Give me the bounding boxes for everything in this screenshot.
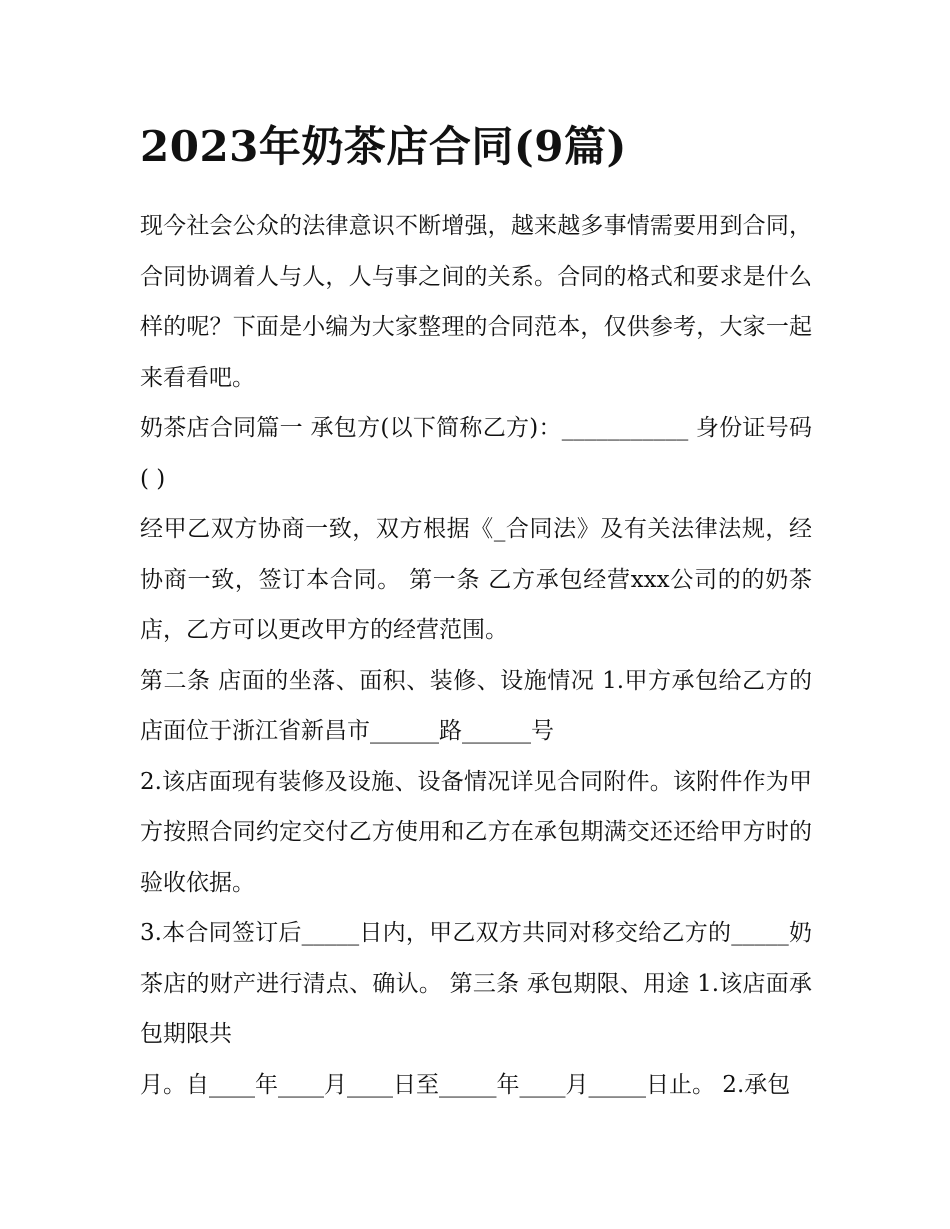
- paragraph-intro: 现今社会公众的法律意识不断增强，越来越多事情需要用到合同，合同协调着人与人，人与事之间的关系。合同的格式和要求是什么样的呢？下面是小编为大家整理的合同范本，仅供参考，大家一起来看看吧。: [140, 213, 812, 391]
- paragraph-inventory: 3.本合同签订后_____日内，甲乙双方共同对移交给乙方的_____奶茶店的财产进行清点、确认。 第三条 承包期限、用途 1.该店面承包期限共: [140, 920, 812, 1047]
- paragraph-contract-part-one: 奶茶店合同篇一 承包方(以下简称乙方)：___________ 身份证号码( ): [140, 415, 812, 492]
- document-body: [140, 118, 812, 1110]
- paragraph-article-two: 第二条 店面的坐落、面积、装修、设施情况 1.甲方承包给乙方的店面位于浙江省新昌市______路______号: [140, 667, 812, 744]
- paragraph-fixtures: 2.该店面现有装修及设施、设备情况详见合同附件。该附件作为甲方按照合同约定交付乙方使用和乙方在承包期满交还还给甲方时的验收依据。: [140, 768, 812, 896]
- paragraph-term-dates: 月。自____年____月____日至_____年____月_____日止。 2.承包: [140, 1071, 791, 1098]
- paragraph-agreement: 经甲乙双方协商一致，双方根据《_合同法》及有关法律法规，经协商一致，签订本合同。 第一条 乙方承包经营xxx公司的的奶茶店，乙方可以更改甲方的经营范围。: [140, 516, 812, 643]
- document-title: 2023年奶茶店合同(9篇): [140, 122, 627, 171]
